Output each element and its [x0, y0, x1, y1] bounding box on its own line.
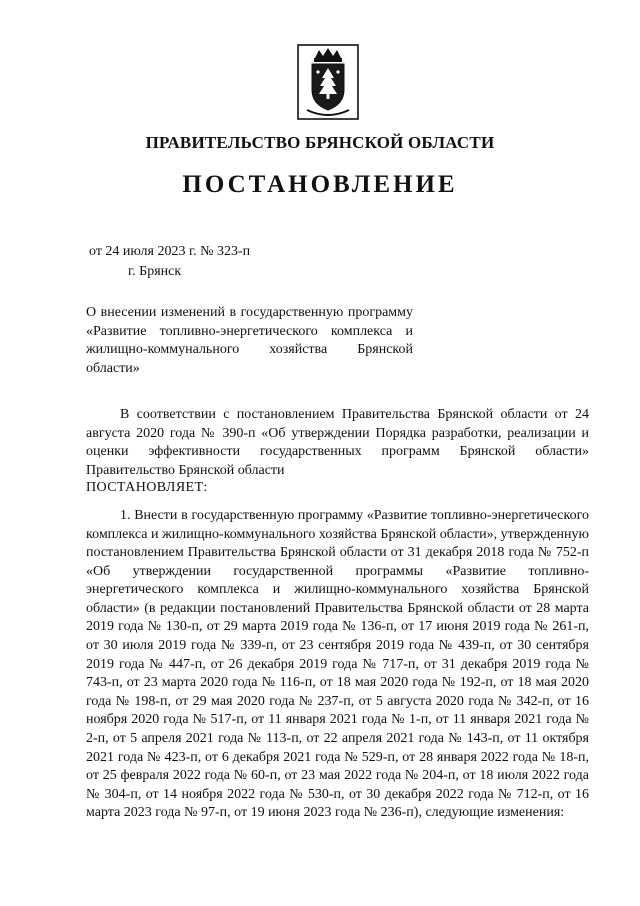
bryansk-coat-of-arms-icon: [297, 44, 359, 120]
document-type-title: ПОСТАНОВЛЕНИЕ: [182, 171, 458, 198]
item-1-paragraph: 1. Внести в государственную программу «Развитие топливно-энергетического комплекса и жилищно-коммунального хозяйства Брянской области», утвержденную постановлением Правительства Брянской области от 31 декабря 2018 года № 752-п «Об утверждении государственной программы «Развитие топливно-энергетического комплекса и жилищно-коммунального хозяйства Брянской области» (в редакции постановлений Правительства Брянской области от 28 марта 2019 года № 130-п, от 29 марта 2019 года № 136-п, от 17 июня 2019 года № 261-п, от 30 июля 2019 года № 339-п, от 23 сентября 2019 года № 439-п, от 30 сентября 2019 года № 447-п, от 26 декабря 2019 года № 717-п, от 31 декабря 2019 года № 743-п, от 23 марта 2020 года № 116-п, от 18 мая 2020 года № 192-п, от 18 мая 2020 года № 198-п, от 29 мая 2020 года № 237-п, от 5 августа 2020 года № 342-п, от 16 ноября 2020 года № 517-п, от 11 января 2021 года № 1-п, от 11 января 2021 года № 2-п, от 5 апреля 2021 года № 113-п, от 22 апреля 2021 года № 143-п, от 11 октября 2021 года № 423-п, от 6 декабря 2021 года № 529-п, от 28 января 2022 года № 18-п, от 25 февраля 2022 года № 60-п, от 23 мая 2022 года № 204-п, от 18 июля 2022 года № 304-п, от 14 ноября 2022 года № 530-п, от 30 декабря 2022 года № 712-п, от 16 марта 2023 года № 97-п, от 19 июня 2023 года № 236-п), следующие изменения:: [86, 508, 589, 821]
decree-city: г. Брянск: [128, 264, 182, 279]
government-name: ПРАВИТЕЛЬСТВО БРЯНСКОЙ ОБЛАСТИ: [145, 133, 495, 152]
preamble-paragraph: В соответствии с постановлением Правительства Брянской области от 24 августа 2020 года № 390-п «Об утверждении Порядка разработки, реализации и оценки эффективности государственных программ Брянской области» Правительство Брянской области: [86, 407, 589, 478]
resolves-heading: ПОСТАНОВЛЯЕТ:: [86, 480, 208, 495]
decree-date-number: от 24 июля 2023 г. № 323-п: [89, 244, 251, 259]
decree-subject: О внесении изменений в государственную программу «Развитие топливно-энергетического комплекса и жилищно-коммунального хозяйства Брянской области»: [86, 305, 413, 376]
